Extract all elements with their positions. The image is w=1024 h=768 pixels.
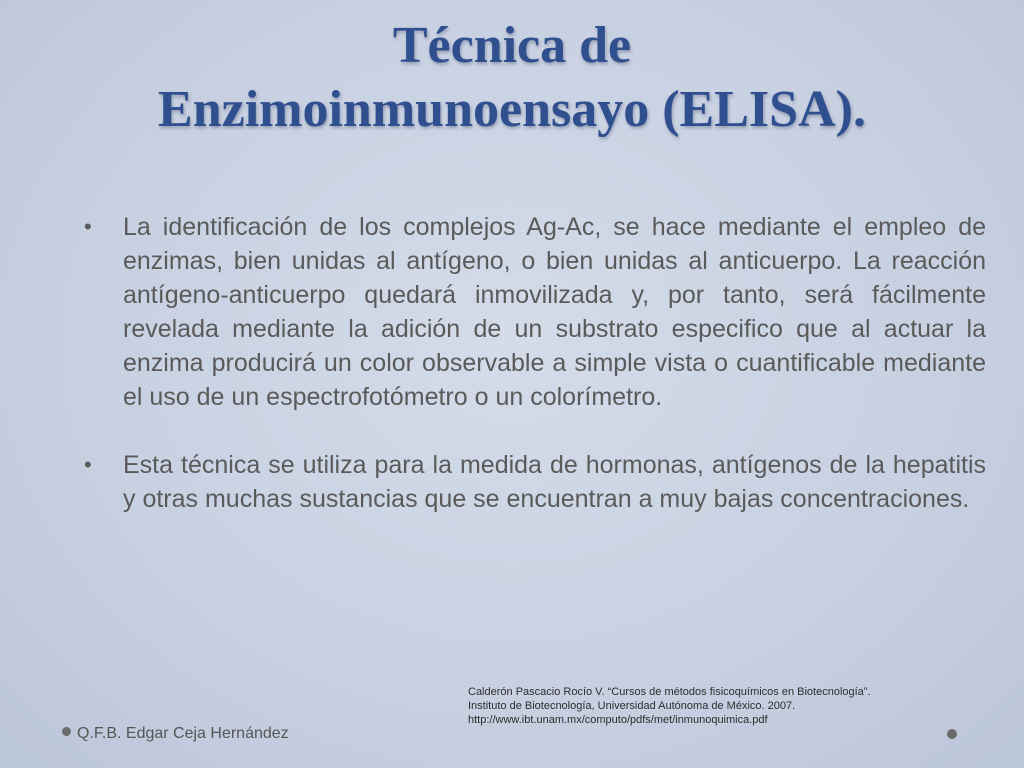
author-name: Q.F.B. Edgar Ceja Hernández — [77, 725, 289, 742]
bullet-list — [84, 210, 986, 550]
footer-dot-icon — [62, 727, 71, 736]
bullet-text: Esta técnica se utiliza para la medida de hormonas, antígenos de la hepatitis y otras muchas sustancias que se encuentran a muy bajas concentraciones. — [123, 451, 986, 513]
citation-line-1: Calderón Pascacio Rocío V. “Cursos de métodos fisicoquímicos en Biotecnología”. — [468, 686, 871, 698]
bullet-item — [84, 448, 986, 516]
footer-author — [62, 724, 289, 744]
title-line-1: Técnica de — [392, 17, 632, 74]
slide-title — [0, 14, 1024, 142]
citation — [468, 685, 988, 727]
bullet-icon: • — [84, 452, 92, 477]
footer-dot-right-icon — [947, 729, 957, 739]
bullet-icon: • — [84, 214, 92, 239]
bullet-item — [84, 210, 986, 414]
citation-line-2: Instituto de Biotecnología, Universidad Autónoma de México. 2007. — [468, 700, 796, 712]
bullet-text: La identificación de los complejos Ag-Ac, se hace mediante el empleo de enzimas, bien unidas al antígeno, o bien unidas al anticuerpo. La reacción antígeno-anticuerpo quedará inmovilizada y, por tanto, será fácilmente revelada mediante la adición de un substrato especifico que al actuar la enzima producirá un color observable a simple vista o cuantificable mediante el uso de un espectrofotómetro o un colorímetro. — [123, 213, 986, 411]
title-line-2: Enzimoinmunoensayo (ELISA). — [158, 81, 866, 138]
citation-url: http://www.ibt.unam.mx/computo/pdfs/met/inmunoquimica.pdf — [468, 714, 768, 726]
